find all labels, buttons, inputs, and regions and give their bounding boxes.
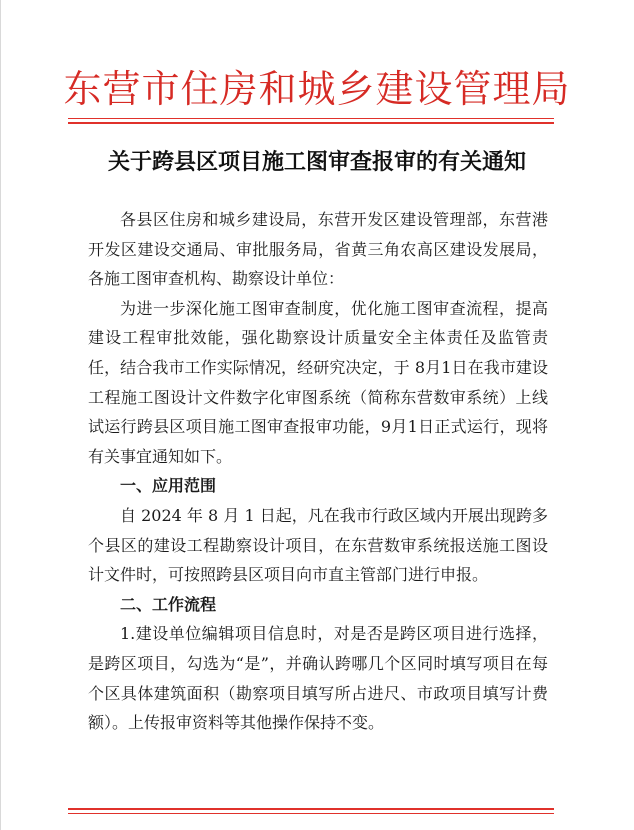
scope-paragraph: 自 2024 年 8 月 1 日起，凡在我市行政区域内开展出现跨多个县区的建设工程勘察设计项目，在东营数审系统报送施工图设计文件时，可按照跨县区项目向市直主管部门进行申报。: [88, 505, 548, 585]
document-title: 关于跨县区项目施工图审查报审的有关通知: [107, 149, 526, 175]
page-left-edge: [0, 0, 1, 830]
document-body: [88, 205, 548, 738]
organization-header: 东营市住房和城乡建设管理局: [63, 67, 571, 111]
section-heading-workflow: 二、工作流程: [120, 594, 217, 614]
header-rule-bottom: [68, 122, 554, 124]
header-rule-top: [68, 118, 554, 119]
intro-paragraph: 为进一步深化施工图审查制度，优化施工图审查流程，提高建设工程审批效能，强化勘察设计质量安全主体责任及监管责任，结合我市工作实际情况，经研究决定，于 8月1日在我市建设工程施工图设计文件数字化审图系统（简称东营数审系统）上线试运行跨县区项目施工图审查报审功能，9月1日正式运行，现将有关事宜通知如下。: [88, 298, 548, 466]
workflow-item-1: 1.建设单位编辑项目信息时，对是否是跨区项目进行选择，是跨区项目，勾选为“是”，并确认跨哪几个区同时填写项目在每个区具体建筑面积（勘察项目填写所占进尺、市政项目填写计费额）。上传报审资料等其他操作保持不变。: [88, 624, 548, 733]
footer-rule-top: [68, 808, 554, 810]
recipients-paragraph: 各县区住房和城乡建设局，东营开发区建设管理部，东营港开发区建设交通局、审批服务局，省黄三角农高区建设发展局，各施工图审查机构、勘察设计单位：: [88, 210, 548, 289]
section-heading-scope: 一、应用范围: [120, 476, 217, 496]
footer-rule-bottom: [68, 813, 554, 814]
